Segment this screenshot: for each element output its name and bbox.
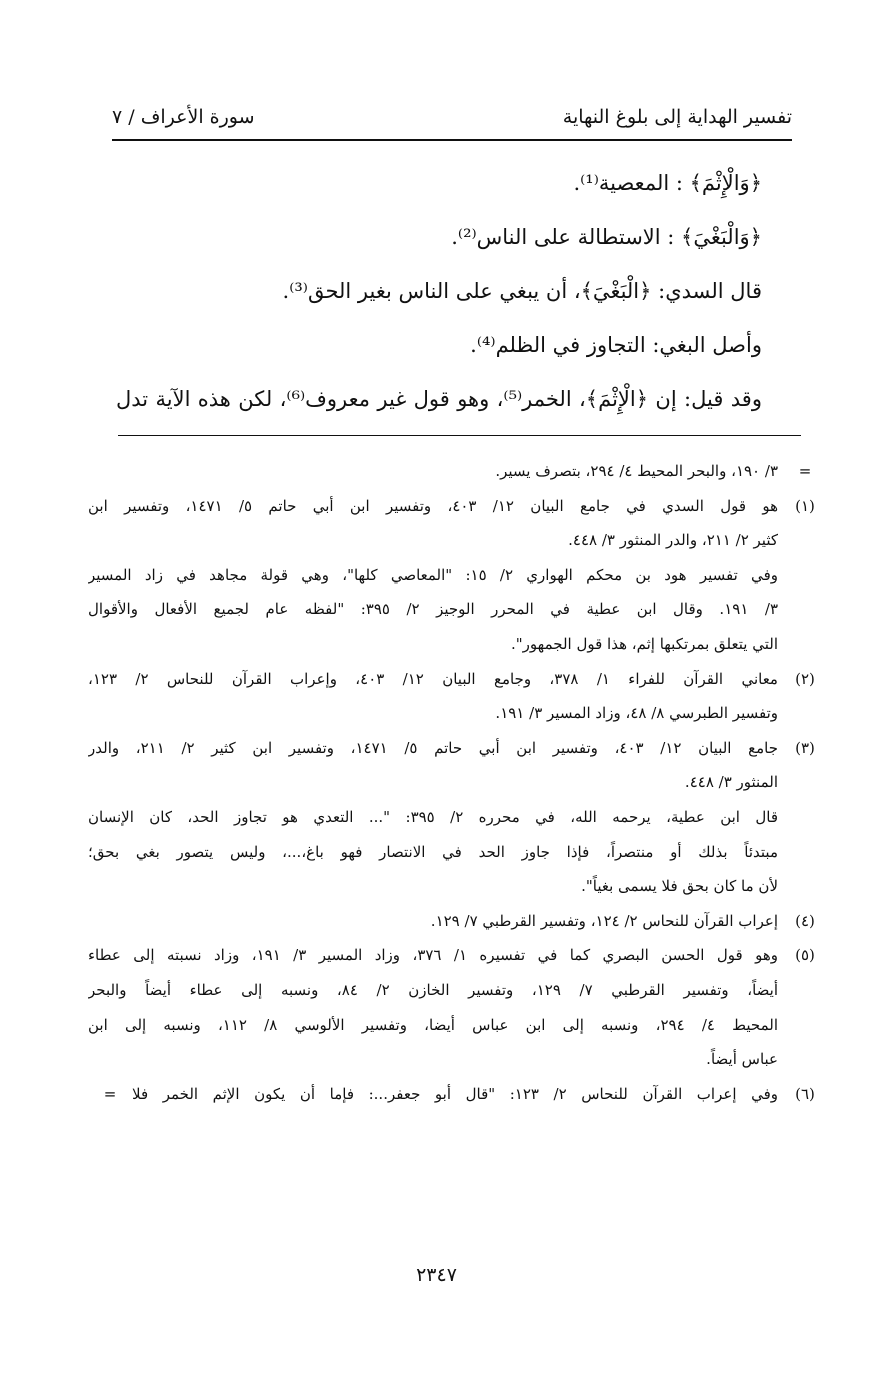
running-header	[112, 100, 792, 134]
footnote-line: كثير ٢/ ٢١١، والدر المنثور ٣/ ٤٤٨.	[568, 531, 778, 550]
footnotes	[88, 454, 832, 1111]
footnote-line: جامع البيان ١٢/ ٤٠٣، وتفسير ابن أبي حاتم ٥/ ١٤٧١، وتفسير ابن كثير ٢/ ٢١١، والدر	[88, 738, 778, 757]
header-rule	[112, 139, 792, 141]
footnote-separator	[118, 435, 801, 436]
footnote-line: وهو قول الحسن البصري كما في تفسيره ١/ ٣٧٦، وزاد المسير ٣/ ١٩١، وزاد نسبته إلى عطاء	[88, 946, 778, 965]
footnote-6	[88, 1077, 832, 1112]
footnote-line: المنثور ٣/ ٤٤٨.	[684, 773, 778, 792]
footnote-number: (١)	[795, 496, 815, 515]
book-title: تفسير الهداية إلى بلوغ النهاية	[562, 106, 792, 128]
footnote-line: عباس أيضاً.	[706, 1050, 778, 1069]
footnote-line: ٣/ ١٩٠، والبحر المحيط ٤/ ٢٩٤، بتصرف يسير.	[495, 462, 778, 480]
footnote-line: وفي تفسير هود بن محكم الهواري ٢/ ١٥: "المعاصي كلها"، وهي قولة مجاهد في زاد المسير	[88, 565, 778, 584]
footnote-line: ٣/ ١٩١. وقال ابن عطية في المحرر الوجيز ٢/ ٣٩٥: "لفظه عام لجميع الأفعال والأقوال	[88, 600, 778, 619]
page-number: ٢٣٤٧	[416, 1264, 457, 1286]
footnote-line: وفي إعراب القرآن للنحاس ٢/ ١٢٣: "قال أبو جعفر...: فإما أن يكون الإثم الخمر فلا	[132, 1084, 778, 1103]
footnote-number: (٣)	[795, 738, 815, 757]
footnote-number: (٥)	[795, 946, 815, 965]
footnote-5	[88, 938, 832, 1076]
footnote-number: (٦)	[795, 1084, 815, 1103]
footnote-continuation	[88, 454, 832, 489]
footnote-line: مبتدئاً بذلك أو منتصراً، فإذا جاوز الحد في الانتصار فهو باغ،...، وليس يتصور بغي بحق؛	[88, 842, 778, 861]
footnote-line: التي يتعلق بمرتكبها إثم، هذا قول الجمهور".	[511, 634, 778, 653]
main-text	[116, 156, 762, 426]
main-text-line: وأصل البغي: التجاوز في الظلم⁽⁴⁾.	[470, 333, 762, 357]
footnote-line: لأن ما كان بحق فلا يسمى بغياً".	[581, 877, 778, 896]
footnote-line: قال ابن عطية، يرحمه الله، في محرره ٢/ ٣٩٥: "... التعدي هو تجاوز الحد، كان الإنسان	[88, 807, 778, 826]
footnote-1	[88, 489, 832, 662]
main-text-line: ﴿وَالْبَغْيَ﴾ : الاستطالة على الناس⁽²⁾.	[451, 225, 762, 249]
continuation-mark: =	[103, 1084, 117, 1103]
footnote-number: (٢)	[795, 669, 815, 688]
footnote-number: =	[798, 462, 812, 480]
footnote-line: أيضاً، وتفسير القرطبي ٧/ ١٢٩، وتفسير الخازن ٢/ ٨٤، ونسبه إلى عطاء أيضاً والبحر	[88, 980, 778, 999]
main-text-line: ﴿وَالْإِثْمَ﴾ : المعصية⁽¹⁾.	[573, 171, 762, 195]
footnote-line: وتفسير الطبرسي ٨/ ٤٨، وزاد المسير ٣/ ١٩١.	[495, 704, 778, 723]
footnote-line: إعراب القرآن للنحاس ٢/ ١٢٤، وتفسير القرطبي ٧/ ١٢٩.	[430, 911, 778, 930]
footnote-line: المحيط ٤/ ٢٩٤، ونسبه إلى ابن عباس أيضا، وتفسير الألوسي ٨/ ١١٢، ونسبه إلى ابن	[88, 1015, 778, 1034]
footnote-line: معاني القرآن للفراء ١/ ٣٧٨، وجامع البيان ١٢/ ٤٠٣، وإعراب القرآن للنحاس ٢/ ١٢٣،	[88, 669, 778, 688]
footnote-line: هو قول السدي في جامع البيان ١٢/ ٤٠٣، وتفسير ابن أبي حاتم ٥/ ١٤٧١، وتفسير ابن	[88, 496, 778, 515]
main-text-line: وقد قيل: إن ﴿الْإِثْمَ﴾، الخمر⁽⁵⁾، وهو قول غير معروف⁽⁶⁾، لكن هذه الآية تدل	[116, 387, 762, 411]
surah-label: سورة الأعراف / ٧	[112, 106, 255, 128]
main-text-line: قال السدي: ﴿الْبَغْيَ﴾، أن يبغي على الناس بغير الحق⁽³⁾.	[282, 279, 762, 303]
footnote-2	[88, 662, 832, 731]
footnote-3	[88, 731, 832, 904]
footnote-4	[88, 904, 832, 939]
footnote-number: (٤)	[795, 911, 815, 930]
